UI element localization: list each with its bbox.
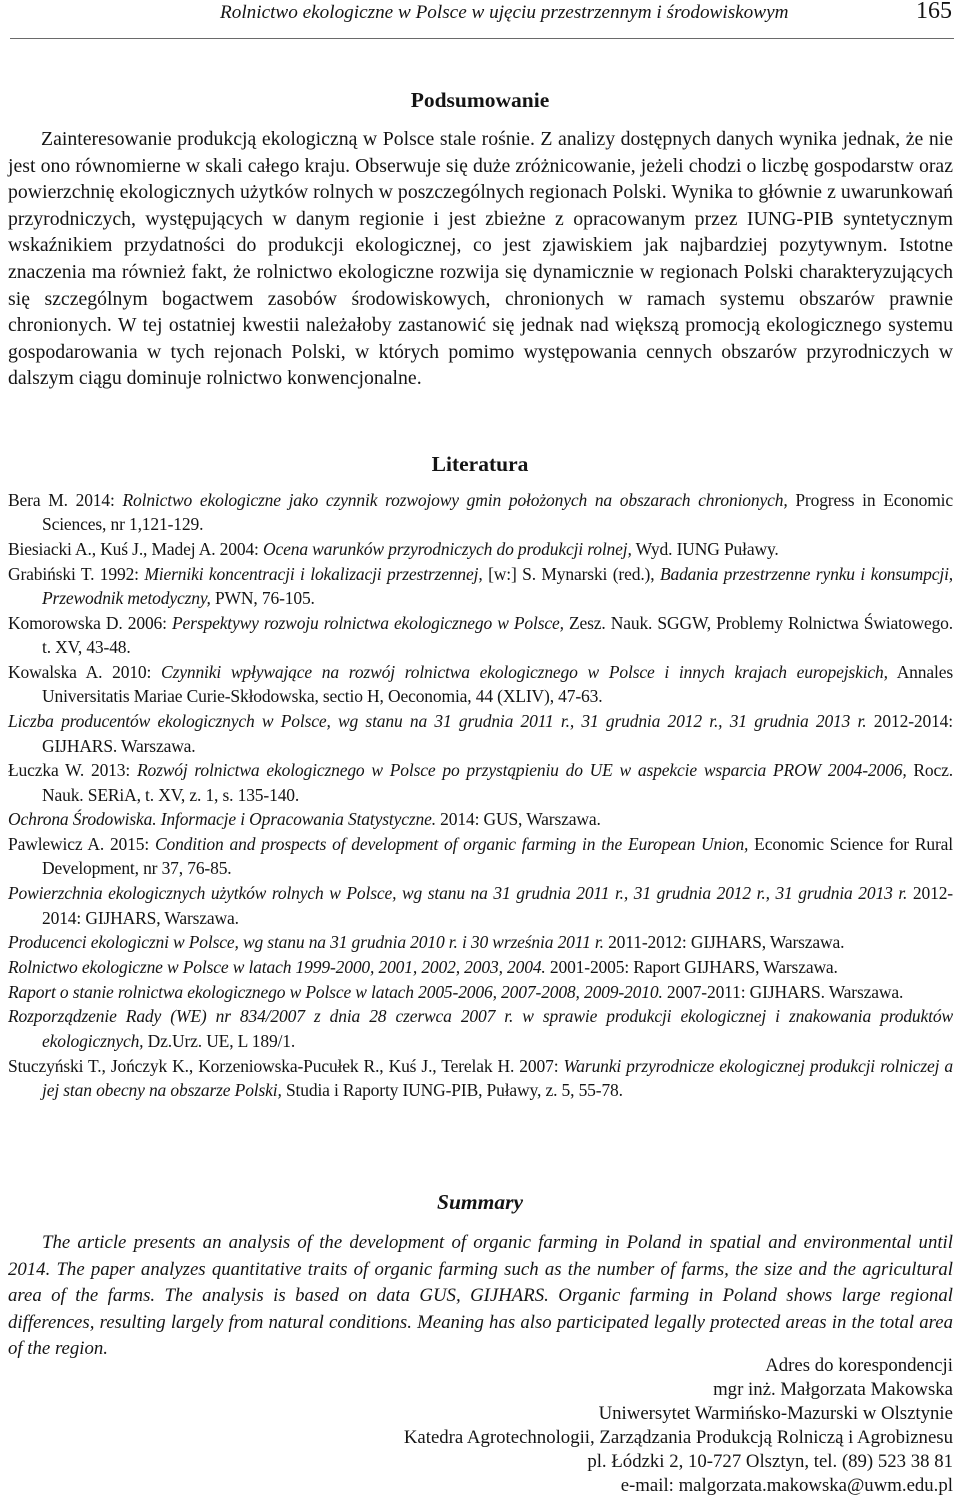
reference-author: Biesiacki A., Kuś J., Madej A. 2004: <box>8 539 263 560</box>
reference-rest: 2007-2011: GIJHARS. Warszawa. <box>662 981 904 1002</box>
correspondence-block <box>253 1354 953 1497</box>
correspondence-label: Adres do korespondencji <box>765 1355 953 1376</box>
reference-rest: Progress in Economic Sciences, nr 1,121-129. <box>42 490 953 535</box>
reference-item <box>8 881 953 930</box>
reference-title: Mierniki koncentracji i lokalizacji przestrzennej, <box>144 563 483 584</box>
reference-title: Rolnictwo ekologiczne w Polsce w latach 1999-2000, 2001, 2002, 2003, 2004. <box>8 956 546 977</box>
reference-rest: 2012-2014: GIJHARS. Warszawa. <box>42 711 953 756</box>
author-postal-address: pl. Łódzki 2, 10-727 Olsztyn, tel. (89) 523 38 81 <box>587 1450 953 1472</box>
reference-item <box>8 758 953 807</box>
author-name: mgr inż. Małgorzata Makowska <box>713 1378 953 1400</box>
reference-rest: 2012-2014: GIJHARS, Warszawa. <box>42 883 953 928</box>
conclusions-text: Zainteresowanie produkcją ekologiczną w Polsce stale rośnie. Z analizy dostępnych danych wynika jednak, że nie jest ono równomierne w skali całego kraju. Obserwuje się duże zróżnicowanie, jeżeli chodzi o liczbę gospodarstw oraz powierzchnię ekologicznych użytków rolnych w poszczególnych regionach Polski. Wynika to głównie z uwarunkowań przyrodniczych, występujących w danym regionie i jest zbieżne z opracowanym przez IUNG-PIB syntetycznym wskaźnikiem przydatności do produkcji ekologicznej, co jest zjawiskiem jak najbardziej pozytywnym. Istotne znaczenia ma również fakt, że rolnictwo ekologiczne rozwija się dynamicznie w regionach Polski charakteryzujących się szczególnym bogactwem zasobów środowiskowych, chronionych w ramach systemu obszarów prawnie chronionych. W tej ostatniej kwestii należałoby zastanowić się jednak nad większą promocją ekologicznego systemu gospodarowania w tych rejonach Polski, w których pomimo występowania cennych obszarów przyrodniczych w dalszym ciągu dominuje rolnictwo konwencjonalne. <box>8 128 953 390</box>
reference-title: Czynniki wpływające na rozwój rolnictwa ekologicznego w Polsce i innych krajach europejskich, <box>161 662 888 683</box>
conclusions-heading: Podsumowanie <box>410 88 550 112</box>
reference-title: Rolnictwo ekologiczne jako czynnik rozwojowy gmin położonych na obszarach chronionych, <box>122 490 788 510</box>
reference-author: Stuczyński T., Jończyk K., Korzeniowska-Pucułek R., Kuś J., Terelak H. 2007: <box>8 1055 564 1076</box>
reference-item <box>8 1004 953 1053</box>
reference-item <box>8 955 953 979</box>
reference-title: Ochrona Środowiska. Informacje i Opracowania Statystyczne. <box>8 809 436 830</box>
reference-item <box>8 709 953 758</box>
reference-rest: 2001-2005: Raport GIJHARS, Warszawa. <box>545 956 838 977</box>
running-title: Rolnictwo ekologiczne w Polsce w ujęciu przestrzennym i środowiskowym <box>220 2 789 23</box>
conclusions-paragraph <box>8 126 953 392</box>
author-email: e-mail: malgorzata.makowska@uwm.edu.pl <box>620 1474 953 1496</box>
reference-title: Liczba producentów ekologicznych w Polsce, wg stanu na 31 grudnia 2011 r., 31 grudnia 2012 r., 31 grudnia 2013 r. <box>8 711 867 732</box>
reference-item <box>8 1054 953 1103</box>
reference-item <box>8 660 953 709</box>
page-number: 165 <box>916 0 952 24</box>
reference-item <box>8 611 953 660</box>
running-header <box>10 0 954 39</box>
reference-title: Warunki przyrodnicze ekologicznej produkcji rolniczej a jej stan obecny na obszarze Polski, <box>42 1055 953 1100</box>
reference-item <box>8 832 953 881</box>
summary-heading: Summary <box>436 1190 524 1214</box>
literature-heading: Literatura <box>431 452 529 476</box>
reference-item <box>8 562 953 611</box>
reference-author: Komorowska D. 2006: <box>8 612 172 633</box>
reference-author: Grabiński T. 1992: <box>8 563 145 584</box>
reference-title: Rozwój rolnictwa ekologicznego w Polsce po przystąpieniu do UE w aspekcie wsparcia PROW 2004-2006, <box>136 760 907 781</box>
reference-item <box>8 980 953 1004</box>
reference-rest: 2014: GUS, Warszawa. <box>435 809 601 830</box>
reference-rest: Studia i Raporty IUNG-PIB, Puławy, z. 5, 55-78. <box>281 1079 623 1100</box>
reference-title: Ocena warunków przyrodniczych do produkcji rolnej, <box>263 539 632 560</box>
reference-rest2: PWN, 76-105. <box>210 588 315 609</box>
reference-rest: Wyd. IUNG Puławy. <box>631 539 779 560</box>
reference-title: Raport o stanie rolnictwa ekologicznego w Polsce w latach 2005-2006, 2007-2008, 2009-2010. <box>8 981 663 1002</box>
reference-title2: Badania przestrzenne rynku i konsumpcji, Przewodnik metodyczny, <box>42 563 954 609</box>
author-department: Katedra Agrotechnologii, Zarządzania Produkcją Rolniczą i Agrobiznesu <box>403 1426 953 1448</box>
reference-author: Pawlewicz A. 2015: <box>8 834 155 855</box>
author-university: Uniwersytet Warmińsko-Mazurski w Olsztynie <box>598 1402 953 1424</box>
reference-rest: 2011-2012: GIJHARS, Warszawa. <box>603 932 845 953</box>
reference-title: Condition and prospects of development of organic farming in the European Union, <box>154 834 749 855</box>
reference-item <box>8 930 953 954</box>
reference-item <box>8 488 953 537</box>
reference-item <box>8 537 953 561</box>
reference-rest: Economic Science for Rural Development, nr 37, 76-85. <box>42 834 953 879</box>
summary-paragraph: The article presents an analysis of the development of organic farming in Poland in spatial and environmental until 2014. The paper analyzes quantitative traits of organic farming such as the number of farms, the size and the agricultural area of the farms. The analysis is based on data GUS, GIJHARS. Organic farming in Poland shows large regional differences, resulting largely from natural conditions. Meaning has also participated legally protected areas in the total area of the region. <box>8 1232 953 1359</box>
reference-author: Bera M. 2014: <box>8 490 123 510</box>
reference-author: Łuczka W. 2013: <box>8 760 137 781</box>
reference-author: Kowalska A. 2010: <box>8 662 162 683</box>
reference-rest: Rocz. Nauk. SERiA, t. XV, z. 1, s. 135-140. <box>42 760 953 805</box>
reference-list <box>8 488 953 1103</box>
reference-rest: Dz.Urz. UE, L 189/1. <box>143 1030 296 1051</box>
reference-title: Producenci ekologiczni w Polsce, wg stanu na 31 grudnia 2010 r. i 30 września 2011 r. <box>8 932 604 953</box>
reference-title: Powierzchnia ekologicznych użytków rolnych w Polsce, wg stanu na 31 grudnia 2011 r., 31 grudnia 2012 r., 31 grudnia 2013 r. <box>8 883 908 904</box>
reference-rest: Annales Universitatis Mariae Curie-Skłodowska, sectio H, Oeconomia, 44 (XLIV), 47-63. <box>42 662 953 707</box>
reference-item <box>8 807 953 831</box>
reference-title: Perspektywy rozwoju rolnictwa ekologicznego w Polsce, <box>172 612 564 633</box>
reference-rest: [w:] S. Mynarski (red.), <box>482 563 660 584</box>
reference-rest: Zesz. Nauk. SGGW, Problemy Rolnictwa Światowego. t. XV, 43-48. <box>42 612 953 658</box>
reference-title: Rozporządzenie Rady (WE) nr 834/2007 z dnia 28 czerwca 2007 r. w sprawie produkcji ekologicznej i znakowania produktów ekologicznych, <box>8 1006 953 1051</box>
